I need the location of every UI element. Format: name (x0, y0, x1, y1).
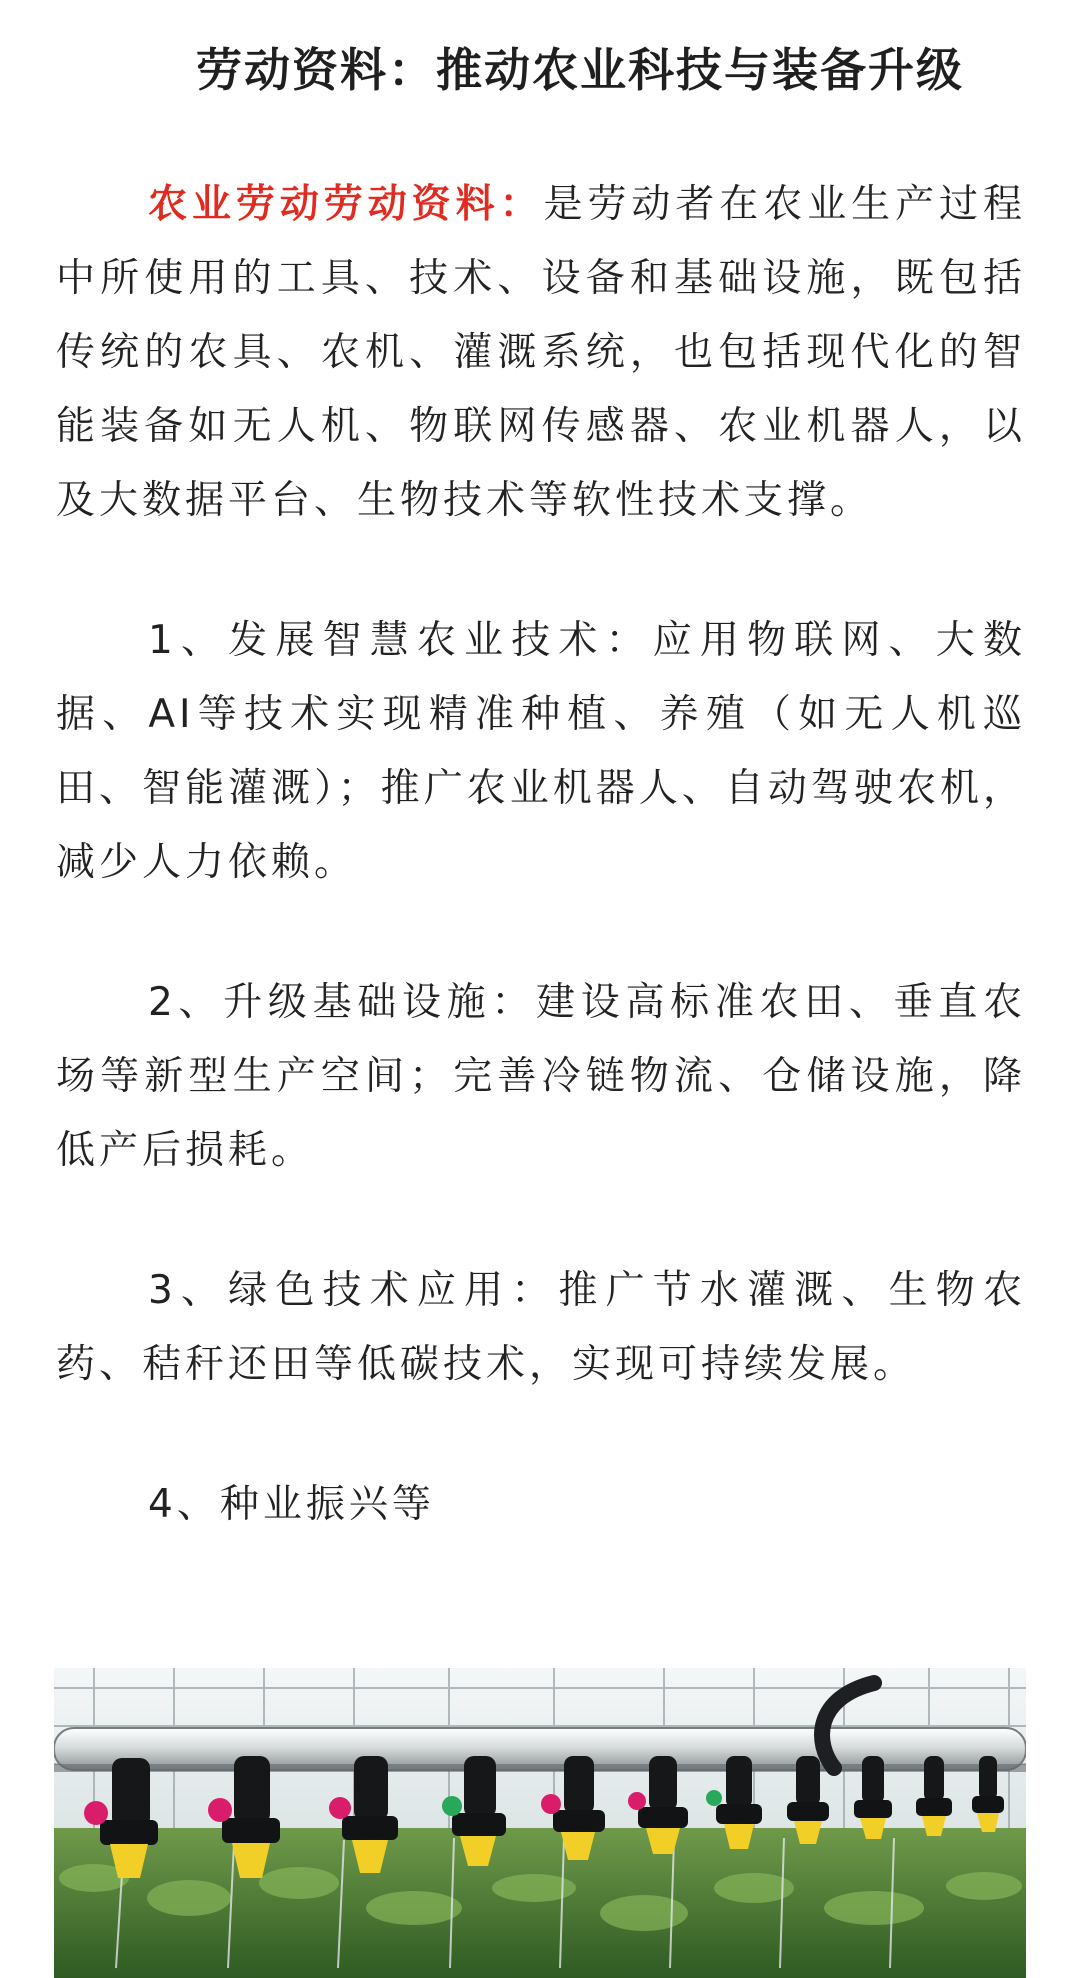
point-item: 3、绿色技术应用：推广节水灌溉、生物农药、秸秆还田等低碳技术，实现可持续发展。 (56, 1268, 1026, 1387)
article-title: 劳动资料：推动农业科技与装备升级 (196, 43, 964, 97)
greenhouse-illustration (54, 1668, 1026, 1978)
intro-lead-label: 农业劳动劳动资料： (148, 182, 544, 227)
point-item: 2、升级基础设施：建设高标准农田、垂直农场等新型生产空间；完善冷链物流、仓储设施，降低产后损耗。 (56, 980, 1026, 1173)
intro-paragraph (56, 168, 1026, 538)
intro-text: 是劳动者在农业生产过程中所使用的工具、技术、设备和基础设施，既包括传统的农具、农机、灌溉系统，也包括现代化的智能装备如无人机、物联网传感器、农业机器人，以及大数据平台、生物技术等软性技术支撑。 (56, 182, 1026, 523)
article-body (56, 168, 1026, 1542)
greenhouse-irrigation-photo (54, 1668, 1026, 1978)
point-item: 4、种业振兴等 (148, 1482, 435, 1527)
point-item: 1、发展智慧农业技术：应用物联网、大数据、AI等技术实现精准种植、养殖（如无人机巡田、智能灌溉）；推广农业机器人、自动驾驶农机，减少人力依赖。 (56, 618, 1026, 885)
